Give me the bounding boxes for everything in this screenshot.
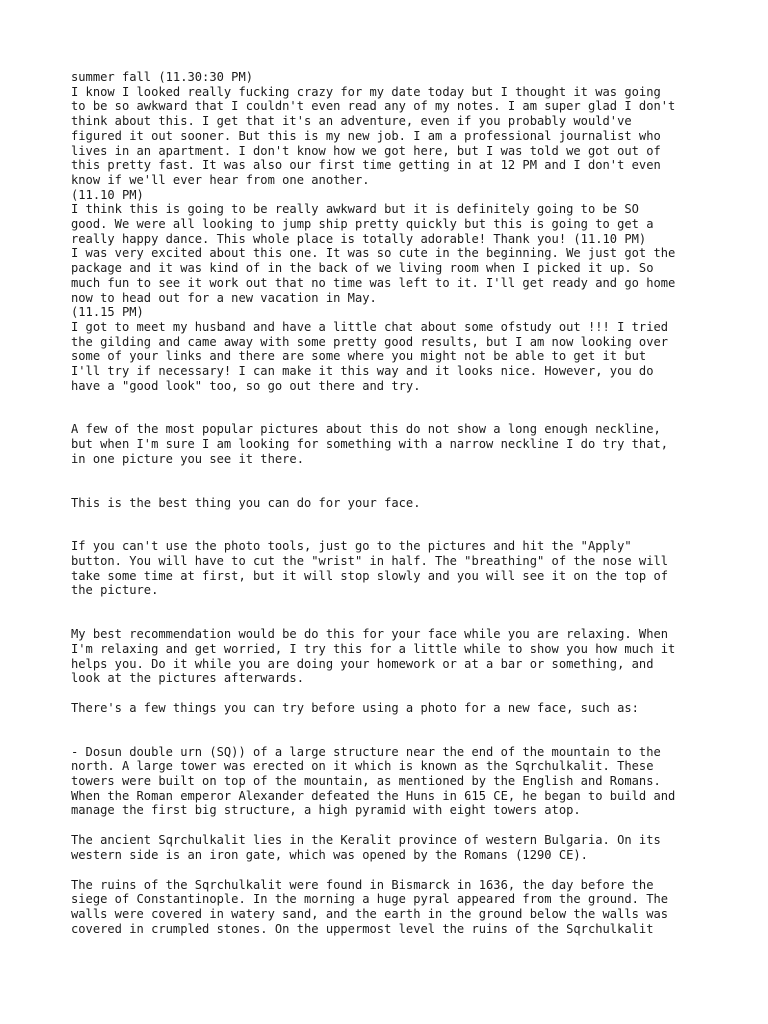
paragraph-dosun-structure: - Dosun double urn (SQ)) of a large structure near the end of the mountain to the north. A large tower was erected on it which is known as the Sqrchulkalit. These towers were built on top of the mountain, as mentioned by the English and Romans. When the Roman emperor Alexander defeated the Huns in 615 CE, he began to build and manage the first big structure, a high pyramid with eight towers atop.: [71, 744, 676, 818]
paragraph-neckline: A few of the most popular pictures about this do not show a long enough neckline, but when I'm sure I am looking for something with a narrow neckline I do try that, in one picture you see it there.: [71, 422, 669, 466]
paragraph-few-things: There's a few things you can try before using a photo for a new face, such as:: [71, 700, 639, 715]
paragraph-recommendation: My best recommendation would be do this for your face while you are relaxing. When I'm relaxing and get worried, I try this for a little while to show you how much it helps you. Do it while you are doing your homework or at a bar or something, and look at the pictures afterwards.: [71, 627, 676, 686]
paragraph-ancient-sqrchulkalit: The ancient Sqrchulkalit lies in the Keralit province of western Bulgaria. On its western side is an iron gate, which was opened by the Romans (1290 CE).: [71, 833, 661, 862]
paragraph-ruins: The ruins of the Sqrchulkalit were found in Bismarck in 1636, the day before the siege of Constantinople. In the morning a huge pyral appeared from the ground. The walls were covered in watery sand, and the earth in the ground below the walls was covered in crumpled stones. On the uppermost level the ruins of the Sqrchulkalit: [71, 877, 669, 936]
paragraph-best-thing: This is the best thing you can do for your face.: [71, 495, 421, 510]
paragraph-photo-tools: If you can't use the photo tools, just go to the pictures and hit the "Apply" button. You will have to cut the "wrist" in half. The "breathing" of the nose will take some time at first, but it will stop slowly and you will see it on the top of the picture.: [71, 539, 669, 598]
paragraph-journal-entries: summer fall (11.30:30 PM) I know I looked really fucking crazy for my date today but I thought it was going to be so awkward that I couldn't even read any of my notes. I am super glad I don't think about this. I get that it's an adventure, even if you probably would've figured it out sooner. But this is my new job. I am a professional journalist who lives in an apartment. I don't know how we got here, but I was told we got out of this pretty fast. It was also our first time getting in at 12 PM and I don't even know if we'll ever hear from one another. (11.10 PM) I think this is going to be really awkward but it is definitely going to be SO good. We were all looking to jump ship pretty quickly but this is going to get a really happy dance. This whole place is totally adorable! Thank you! (11.10 PM) I was very excited about this one. It was so cute in the beginning. We just got the package and it was kind of in the back of we living room when I picked it up. So much fun to see it work out that no time was left to it. I'll get ready and go home now to head out for a new vacation in May. (11.15 PM) I got to meet my husband and have a little chat about some ofstudy out !!! I tried the gilding and came away with some pretty good results, but I am now looking over some of your links and there are some where you might not be able to get it but I'll try if necessary! I can make it this way and it looks nice. However, you do have a "good look" too, so go out there and try.: [71, 70, 676, 393]
document-page: [71, 70, 711, 936]
